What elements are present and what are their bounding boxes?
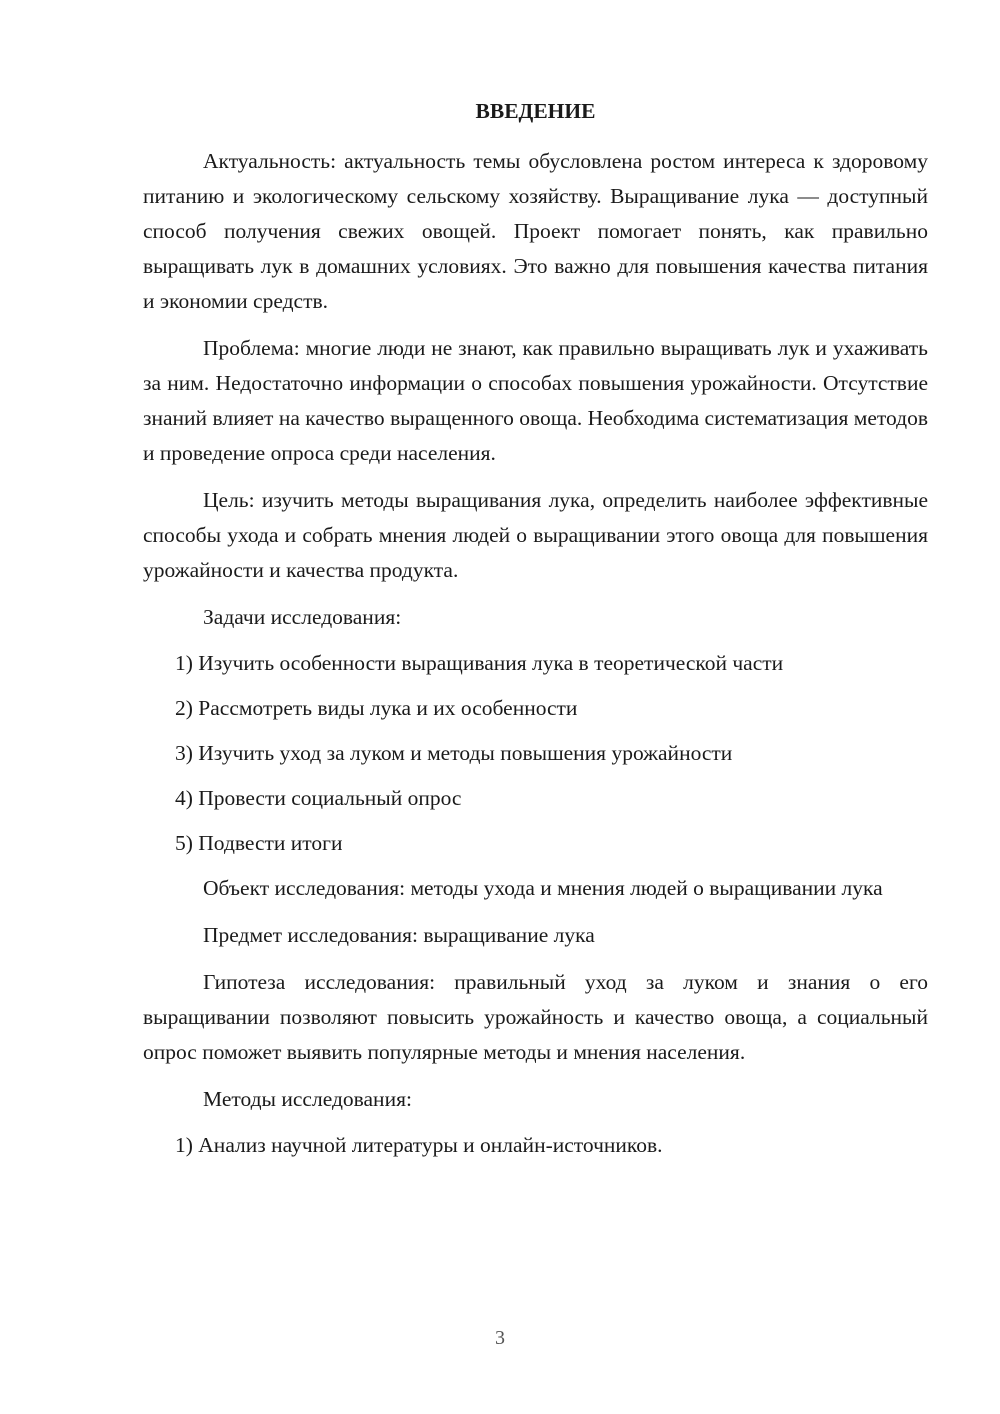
list-item: 5) Подвести итоги bbox=[175, 831, 343, 855]
goal-paragraph: Цель: изучить методы выращивания лука, определить наиболее эффективные способы ухода и собрать мнения людей о выращивании этого овоща для повышения урожайности и качества продукта. bbox=[143, 488, 928, 582]
methods-list bbox=[143, 1128, 928, 1163]
section-title: ВВЕДЕНИЕ bbox=[475, 99, 596, 123]
relevance-paragraph: Актуальность: актуальность темы обусловлена ростом интереса к здоровому питанию и экологическому сельскому хозяйству. Выращивание лука — доступный способ получения свежих овощей. Проект помогает понять, как правильно выращивать лук в домашних условиях. Это важно для повышения качества питания и экономии средств. bbox=[143, 149, 928, 313]
problem-paragraph: Проблема: многие люди не знают, как правильно выращивать лук и ухаживать за ним. Недостаточно информации о способах повышения урожайности. Отсутствие знаний влияет на качество выращенного овоща. Необходима систематизация методов и проведение опроса среди населения. bbox=[143, 336, 928, 465]
list-item: 3) Изучить уход за луком и методы повышения урожайности bbox=[175, 741, 733, 765]
subject-paragraph: Предмет исследования: выращивание лука bbox=[203, 923, 595, 947]
page-number: 3 bbox=[495, 1327, 505, 1349]
hypothesis-paragraph: Гипотеза исследования: правильный уход за луком и знания о его выращивании позволяют повысить урожайность и качество овоща, а социальный опрос поможет выявить популярные методы и мнения населения. bbox=[143, 970, 928, 1064]
tasks-list bbox=[143, 646, 928, 861]
list-item: 4) Провести социальный опрос bbox=[175, 786, 462, 810]
list-item: 1) Изучить особенности выращивания лука в теоретической части bbox=[175, 651, 784, 675]
list-item: 1) Анализ научной литературы и онлайн-источников. bbox=[175, 1133, 663, 1157]
list-item: 2) Рассмотреть виды лука и их особенности bbox=[175, 696, 578, 720]
object-paragraph: Объект исследования: методы ухода и мнения людей о выращивании лука bbox=[203, 876, 883, 900]
tasks-heading: Задачи исследования: bbox=[203, 605, 402, 629]
methods-heading: Методы исследования: bbox=[203, 1087, 412, 1111]
document-page bbox=[143, 94, 928, 1173]
